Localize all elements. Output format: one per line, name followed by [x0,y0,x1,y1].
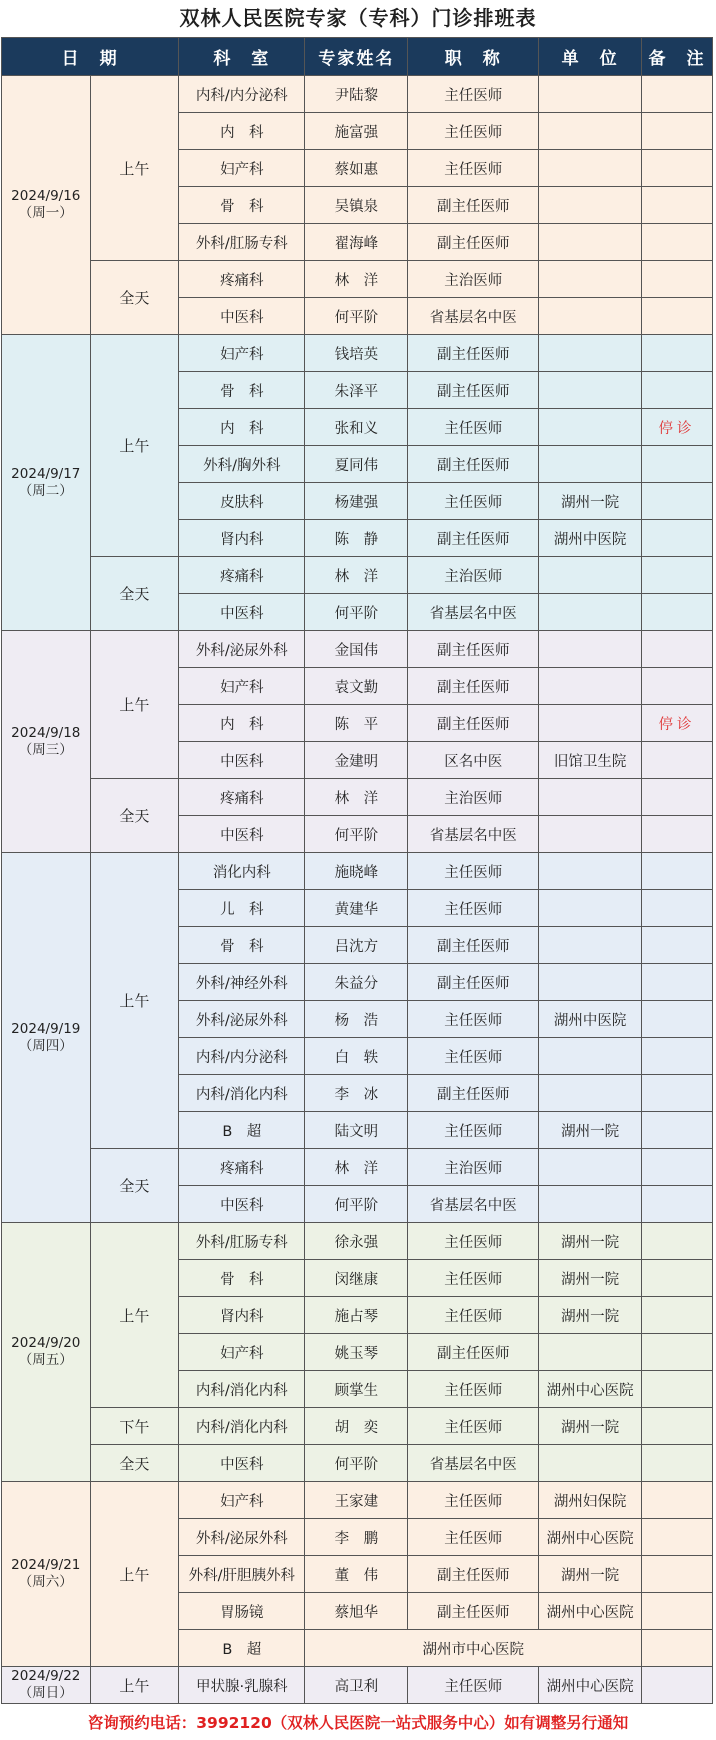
department-cell: 外科/肛肠专科 [179,224,305,261]
department-cell: 内 科 [179,409,305,446]
department-cell: 中医科 [179,594,305,631]
date-cell [2,1482,91,1667]
remark-cell [642,964,713,1001]
unit-cell: 旧馆卫生院 [539,742,642,779]
table-row [2,261,713,298]
department-cell: 中医科 [179,1186,305,1223]
table-row [2,631,713,668]
unit-cell: 湖州一院 [539,483,642,520]
period-cell: 上午 [90,1482,179,1667]
header-unit: 单 位 [539,38,642,76]
remark-cell [642,1371,713,1408]
expert-name-cell: 姚玉琴 [305,1334,408,1371]
remark-cell [642,1149,713,1186]
remark-cell [642,1297,713,1334]
unit-cell [539,1445,642,1482]
department-cell: 骨 科 [179,187,305,224]
title-cell: 主任医师 [408,483,539,520]
department-cell: 骨 科 [179,1260,305,1297]
department-cell: 外科/泌尿外科 [179,631,305,668]
department-cell: 内科/消化内科 [179,1075,305,1112]
unit-cell [539,964,642,1001]
expert-name-cell: 林 洋 [305,557,408,594]
unit-cell: 湖州一院 [539,1297,642,1334]
department-cell: 内 科 [179,113,305,150]
header-expert-name: 专家姓名 [305,38,408,76]
table-row [2,557,713,594]
header-title: 职 称 [408,38,539,76]
unit-cell [539,187,642,224]
weekday-text: （周四） [18,1037,73,1054]
remark-cell [642,1001,713,1038]
remark-cell [642,1260,713,1297]
header-date: 日 期 [2,38,179,76]
title-cell: 副主任医师 [408,668,539,705]
expert-name-cell: 白 轶 [305,1038,408,1075]
expert-name-cell: 林 洋 [305,779,408,816]
date-text: 2024/9/21 [11,1557,81,1573]
department-cell: 外科/肝胆胰外科 [179,1556,305,1593]
expert-name-cell: 施占琴 [305,1297,408,1334]
remark-cell [642,1038,713,1075]
expert-name-cell: 蔡如惠 [305,150,408,187]
header-row [2,38,713,76]
expert-name-cell: 翟海峰 [305,224,408,261]
title-cell: 副主任医师 [408,1556,539,1593]
remark-cell [642,1445,713,1482]
unit-cell [539,113,642,150]
department-cell: 内 科 [179,705,305,742]
department-cell: 疼痛科 [179,557,305,594]
title-cell: 副主任医师 [408,1593,539,1630]
unit-cell [539,1149,642,1186]
department-cell: 疼痛科 [179,1149,305,1186]
department-cell: 中医科 [179,298,305,335]
date-text: 2024/9/22 [11,1668,81,1684]
title-cell: 副主任医师 [408,224,539,261]
unit-cell [539,224,642,261]
table-row [2,1149,713,1186]
title-cell: 副主任医师 [408,1334,539,1371]
department-cell: 疼痛科 [179,261,305,298]
remark-cell [642,446,713,483]
period-cell: 全天 [90,1445,179,1482]
unit-cell [539,409,642,446]
department-cell: 妇产科 [179,150,305,187]
title-cell: 省基层名中医 [408,1445,539,1482]
expert-name-cell: 何平阶 [305,816,408,853]
unit-cell: 湖州一院 [539,1260,642,1297]
title-cell: 主任医师 [408,409,539,446]
remark-cell [642,150,713,187]
expert-name-cell: 何平阶 [305,298,408,335]
unit-cell [539,927,642,964]
table-row [2,1223,713,1260]
weekday-text: （周六） [18,1574,73,1590]
period-cell: 上午 [90,853,179,1149]
date-text: 2024/9/16 [11,188,81,204]
title-cell: 主任医师 [408,1667,539,1704]
title-cell: 主治医师 [408,779,539,816]
merged-info-cell: 湖州市中心医院 [305,1630,642,1667]
period-cell: 全天 [90,1149,179,1223]
date-cell [2,1223,91,1482]
department-cell: 内科/内分泌科 [179,1038,305,1075]
unit-cell [539,853,642,890]
department-cell: 妇产科 [179,335,305,372]
remark-cell [642,1223,713,1260]
expert-name-cell: 何平阶 [305,1445,408,1482]
remark-cell [642,594,713,631]
title-cell: 主任医师 [408,1408,539,1445]
remark-cell [642,113,713,150]
remark-cell: 停诊 [642,705,713,742]
expert-name-cell: 钱培英 [305,335,408,372]
expert-name-cell: 林 洋 [305,261,408,298]
title-cell: 副主任医师 [408,705,539,742]
date-text: 2024/9/19 [11,1020,81,1037]
unit-cell [539,631,642,668]
expert-name-cell: 王家建 [305,1482,408,1519]
title-cell: 主任医师 [408,1482,539,1519]
period-cell: 上午 [90,631,179,779]
unit-cell: 湖州一院 [539,1556,642,1593]
weekday-text: （周五） [18,1352,73,1368]
table-row [2,853,713,890]
remark-cell [642,372,713,409]
title-cell: 副主任医师 [408,446,539,483]
department-cell: 妇产科 [179,668,305,705]
unit-cell: 湖州一院 [539,1112,642,1149]
table-row [2,1482,713,1519]
table-row [2,1408,713,1445]
unit-cell: 湖州中心医院 [539,1593,642,1630]
remark-cell [642,668,713,705]
expert-name-cell: 夏同伟 [305,446,408,483]
unit-cell [539,1334,642,1371]
expert-name-cell: 何平阶 [305,1186,408,1223]
department-cell: 儿 科 [179,890,305,927]
department-cell: 肾内科 [179,1297,305,1334]
department-cell: 消化内科 [179,853,305,890]
unit-cell [539,705,642,742]
period-cell: 全天 [90,261,179,335]
schedule-body [2,76,713,1704]
remark-cell [642,631,713,668]
expert-name-cell: 闵继康 [305,1260,408,1297]
expert-name-cell: 顾掌生 [305,1371,408,1408]
title-cell: 主任医师 [408,1112,539,1149]
date-cell [2,1667,91,1704]
title-cell: 省基层名中医 [408,1186,539,1223]
remark-cell [642,742,713,779]
department-cell: 外科/胸外科 [179,446,305,483]
remark-cell [642,261,713,298]
department-cell: 胃肠镜 [179,1593,305,1630]
weekday-text: （周日） [18,1685,73,1701]
expert-name-cell: 胡 奕 [305,1408,408,1445]
title-cell: 副主任医师 [408,927,539,964]
date-text: 2024/9/20 [11,1335,81,1351]
remark-cell [642,483,713,520]
title-cell: 副主任医师 [408,631,539,668]
title-cell: 主治医师 [408,557,539,594]
unit-cell [539,779,642,816]
expert-name-cell: 金国伟 [305,631,408,668]
department-cell: 外科/肛肠专科 [179,1223,305,1260]
weekday-text: （周三） [18,741,73,758]
remark-cell [642,557,713,594]
department-cell: 内科/消化内科 [179,1408,305,1445]
title-cell: 主任医师 [408,1297,539,1334]
title-cell: 主任医师 [408,853,539,890]
date-cell [2,76,91,335]
department-cell: 中医科 [179,742,305,779]
remark-cell [642,335,713,372]
title-cell: 主任医师 [408,1001,539,1038]
remark-cell [642,779,713,816]
unit-cell [539,557,642,594]
department-cell: 妇产科 [179,1482,305,1519]
remark-cell: 停诊 [642,409,713,446]
period-cell: 上午 [90,1223,179,1408]
period-cell: 上午 [90,335,179,557]
unit-cell: 湖州妇保院 [539,1482,642,1519]
title-cell: 主治医师 [408,261,539,298]
unit-cell [539,816,642,853]
weekday-text: （周一） [18,205,73,221]
remark-cell [642,1630,713,1667]
unit-cell: 湖州中医院 [539,1001,642,1038]
remark-cell [642,927,713,964]
date-cell [2,853,91,1223]
remark-cell [642,816,713,853]
department-cell: 内科/内分泌科 [179,76,305,113]
expert-name-cell: 朱益分 [305,964,408,1001]
period-cell: 上午 [90,1667,179,1704]
expert-name-cell: 尹陆黎 [305,76,408,113]
table-row [2,335,713,372]
date-cell [2,335,91,631]
department-cell: B 超 [179,1630,305,1667]
expert-name-cell: 袁文勤 [305,668,408,705]
unit-cell [539,372,642,409]
unit-cell: 湖州中心医院 [539,1667,642,1704]
remark-cell [642,76,713,113]
expert-name-cell: 吕沈方 [305,927,408,964]
remark-cell [642,1112,713,1149]
department-cell: 中医科 [179,816,305,853]
date-cell [2,631,91,853]
unit-cell [539,446,642,483]
table-row [2,76,713,113]
title-cell: 主任医师 [408,113,539,150]
department-cell: 肾内科 [179,520,305,557]
title-cell: 主任医师 [408,1223,539,1260]
footer-notice: 咨询预约电话：3992120（双林人民医院一站式服务中心）如有调整另行通知 [87,1714,629,1732]
expert-name-cell: 高卫利 [305,1667,408,1704]
department-cell: 内科/消化内科 [179,1371,305,1408]
title-cell: 省基层名中医 [408,816,539,853]
title-cell: 主治医师 [408,1149,539,1186]
department-cell: 甲状腺·乳腺科 [179,1667,305,1704]
unit-cell [539,150,642,187]
title-cell: 区名中医 [408,742,539,779]
unit-cell [539,1075,642,1112]
weekday-text: （周二） [18,482,73,499]
title-cell: 主任医师 [408,1519,539,1556]
title-cell: 主任医师 [408,150,539,187]
unit-cell [539,261,642,298]
period-cell: 下午 [90,1408,179,1445]
remark-cell [642,1667,713,1704]
department-cell: 皮肤科 [179,483,305,520]
title-cell: 主任医师 [408,76,539,113]
remark-cell [642,1593,713,1630]
remark-cell [642,1408,713,1445]
department-cell: 中医科 [179,1445,305,1482]
title-cell: 省基层名中医 [408,298,539,335]
department-cell: 骨 科 [179,927,305,964]
unit-cell: 湖州一院 [539,1408,642,1445]
expert-name-cell: 吴镇泉 [305,187,408,224]
department-cell: 骨 科 [179,372,305,409]
remark-cell [642,1334,713,1371]
date-text: 2024/9/17 [11,465,81,482]
expert-name-cell: 何平阶 [305,594,408,631]
unit-cell [539,298,642,335]
department-cell: 妇产科 [179,1334,305,1371]
expert-name-cell: 金建明 [305,742,408,779]
expert-name-cell: 施晓峰 [305,853,408,890]
date-text: 2024/9/18 [11,724,81,741]
title-cell: 副主任医师 [408,1075,539,1112]
expert-name-cell: 杨 浩 [305,1001,408,1038]
expert-name-cell: 李 冰 [305,1075,408,1112]
expert-name-cell: 朱泽平 [305,372,408,409]
expert-name-cell: 施富强 [305,113,408,150]
title-cell: 主任医师 [408,1260,539,1297]
period-cell: 全天 [90,557,179,631]
remark-cell [642,1186,713,1223]
header-department: 科 室 [179,38,305,76]
table-row [2,1667,713,1704]
title-cell: 省基层名中医 [408,594,539,631]
expert-name-cell: 陈 平 [305,705,408,742]
department-cell: B 超 [179,1112,305,1149]
remark-cell [642,187,713,224]
title-cell: 主任医师 [408,1371,539,1408]
remark-cell [642,298,713,335]
title-cell: 副主任医师 [408,520,539,557]
page-title: 双林人民医院专家（专科）门诊排班表 [179,6,537,30]
table-row [2,1445,713,1482]
expert-name-cell: 林 洋 [305,1149,408,1186]
expert-name-cell: 黄建华 [305,890,408,927]
remark-cell [642,890,713,927]
remark-cell [642,853,713,890]
title-cell: 主任医师 [408,890,539,927]
unit-cell [539,890,642,927]
unit-cell [539,1038,642,1075]
unit-cell [539,76,642,113]
title-cell: 副主任医师 [408,372,539,409]
table-row [2,779,713,816]
unit-cell: 湖州中心医院 [539,1371,642,1408]
remark-cell [642,1519,713,1556]
remark-cell [642,224,713,261]
remark-cell [642,1075,713,1112]
title-cell: 副主任医师 [408,964,539,1001]
schedule-table [1,37,713,1704]
unit-cell: 湖州中医院 [539,520,642,557]
expert-name-cell: 李 鹏 [305,1519,408,1556]
remark-cell [642,1556,713,1593]
department-cell: 外科/泌尿外科 [179,1519,305,1556]
expert-name-cell: 蔡旭华 [305,1593,408,1630]
expert-name-cell: 徐永强 [305,1223,408,1260]
title-cell: 主任医师 [408,1038,539,1075]
unit-cell [539,594,642,631]
remark-cell [642,1482,713,1519]
expert-name-cell: 陈 静 [305,520,408,557]
department-cell: 外科/泌尿外科 [179,1001,305,1038]
remark-cell [642,520,713,557]
unit-cell: 湖州中心医院 [539,1519,642,1556]
expert-name-cell: 杨建强 [305,483,408,520]
unit-cell [539,1186,642,1223]
period-cell: 全天 [90,779,179,853]
expert-name-cell: 董 伟 [305,1556,408,1593]
unit-cell [539,335,642,372]
expert-name-cell: 陆文明 [305,1112,408,1149]
department-cell: 疼痛科 [179,779,305,816]
expert-name-cell: 张和义 [305,409,408,446]
header-remark: 备 注 [642,38,713,76]
title-cell: 副主任医师 [408,335,539,372]
unit-cell: 湖州一院 [539,1223,642,1260]
period-cell: 上午 [90,76,179,261]
department-cell: 外科/神经外科 [179,964,305,1001]
title-cell: 副主任医师 [408,187,539,224]
unit-cell [539,668,642,705]
